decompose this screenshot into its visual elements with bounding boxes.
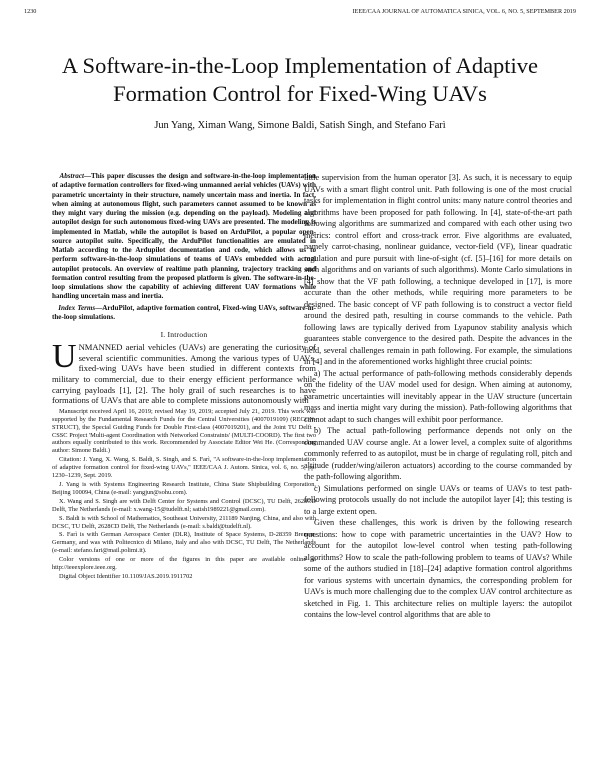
intro-lead: NMANNED	[78, 342, 123, 353]
footnote-citation: Citation: J. Yang, X. Wang, S. Baldi, S. Singh, and S. Farì, "A software-in-the-loop implementation of adaptive formation control for fixed-wing UAVs," IEEE/CAA J. Autom. Sinica, vol. 6, no. 5, pp. 1230–1239, Sept. 2019.	[52, 456, 316, 480]
footnotes	[52, 408, 316, 581]
journal-name: IEEE/CAA JOURNAL OF AUTOMATICA SINICA, VOL. 6, NO. 5, SEPTEMBER 2019	[352, 8, 576, 15]
footnote-affiliation: J. Yang is with Systems Engineering Research Institute, China State Shipbuilding Corporation, Beijing 100094, China (e-mail: yangjun@sohu.com).	[52, 480, 316, 496]
body-paragraph: b) The actual path-following performance depends not only on the commanded UAV course angle. At a lower level, a complex suite of algorithms commonly referred to as autopilot, must be in charge of regulating roll, pitch and altitude (rudder/wing/aileron actuators) according to the course commanded by the path-following algorithm.	[304, 426, 572, 481]
footnote-affiliation: X. Wang and S. Singh are with Delft Center for Systems and Control (DCSC), TU Delft, 2628CD Delft, The Netherlands (e-mail: x.wang-15@tudelft.nl; satish1989221@gmail.com).	[52, 497, 316, 513]
footnote-manuscript: Manuscript received April 16, 2019; revised May 19, 2019; accepted July 21, 2019. This work was supported by the Fundamental Research Funds for the Central Universities (4007019109) (RECON-STRUCT), the Special Guiding Funds for Double First-class (4007019201), and the Joint TU Delft - CSSC Project 'Multi-agent Coordination with Networked Constraints' (MULTI-COORD). The first two authors equally contributed to this work. Recommended by Associate Editor Wei He. (Corresponding author: Simone Baldi.)	[52, 407, 316, 455]
author-list: Jun Yang, Ximan Wang, Simone Baldi, Satish Singh, and Stefano Farì	[154, 120, 446, 131]
abstract: Abstract—This paper discusses the design and software-in-the-loop implementation of adaptive formation controllers for fixed-wing unmanned aerial vehicles (UAVs) with parametric uncertainty in their structure, namely uncertain mass and inertia. In fact, when aiming at autonomous flight, such parameters cannot assumed to be known as they might vary during the mission (e.g. depending on the payload). Modeling and autopilot design for such autonomous fixed-wing UAVs are presented. The modeling is implemented in Matlab, while the autopilot is based on ArduPilot, a popular open-source autopilot suite. Specifically, the ArduPilot functionalities are emulated in Matlab according to the Ardupilot documentation and code, which allows us to perform software-in-the-loop simulations of teams of UAVs embedded with actual autopilot protocols. An overview of realtime path planning, trajectory tracking and formation control resulting from the proposed platform is given. The software-in-the-loop simulations show the capability of achieving different UAV formations while handling uncertain mass and inertia.	[52, 172, 316, 301]
abstract-text: This paper discusses the design and software-in-the-loop implementation of adaptive formation controllers for fixed-wing unmanned aerial vehicles (UAVs) with parametric uncertainty in their structure, namely uncertain mass and inertia. In fact, when aiming at autonomous flight, such parameters cannot assumed to be known as they might vary during the mission (e.g. depending on the payload). Modeling and autopilot design for such autonomous fixed-wing UAVs are presented. The modeling is implemented in Matlab, while the autopilot is based on ArduPilot, a popular open-source autopilot suite. Specifically, the ArduPilot functionalities are emulated in Matlab according to the Ardupilot documentation and code, which allows us to perform software-in-the-loop simulations of teams of UAVs embedded with actual autopilot protocols. An overview of realtime path planning, trajectory tracking and formation control resulting from the proposed platform is given. The software-in-the-loop simulations show the capability of achieving different UAV formations while handling uncertain mass and inertia.	[52, 172, 316, 301]
page-number: 1230	[24, 8, 37, 15]
index-terms-text: ArduPilot, adaptive formation control, Fixed-wing UAVs, software-in-the-loop simulations.	[52, 303, 316, 321]
left-column	[52, 172, 316, 582]
body-paragraph: c) Simulations performed on single UAVs or teams of UAVs to test path-following protocols usually do not include the autopilot layer [4]; this testing is to a large extent open.	[304, 483, 572, 516]
intro-paragraph	[52, 338, 316, 406]
section-heading: I. Introduction	[160, 330, 208, 339]
body-paragraph: little supervision from the human operator [3]. As such, it is necessary to equip UAVs with a smart flight control unit. Path following is one of the most crucial tasks for implementation in flight control units: many nature control theories and algorithms have been proposed for path following. In [4], state-of-the-art path following algorithms are summarized and compared with each other using two metrics: control effort and cross-track error. Five algorithms are evaluated, namely carrot-chasing, nonlinear guidance, vector-field (VF), linear quadratic regulation and pure pursuit with line-of-sight (cf. [5]–[16] for more details on such algorithms and on variants of such algorithms). Monte Carlo simulations in [4] show that the VF path following, a technique developed in [17], is more accurate than the other methods, while requiring more parameters to be designed. The basic concept of VF path following is to construct a vector field around the desired path, resulting in course commands to the vehicle. Path following laws are typically derived from Lyapunov stability analysis which guarantees stable convergence to the desired path. Despite the advances in the field, several challenges remain in path following. For example, the simulations in [4] and in the aforementioned works highlight three crucial points:	[304, 173, 572, 366]
abstract-label: Abstract	[59, 172, 84, 180]
footnote-doi: Digital Object Identifier 10.1109/JAS.2019.1911702	[59, 572, 193, 580]
footnote-affiliation: S. Farì is with German Aerospace Center (DLR), Institute of Space Systems, D-28359 Bremen, Germany, and was with Politecnico di Milano, Italy and also with DCSC, TU Delft, The Netherlands (e-mail: stefano.fari@mail.polimi.it).	[52, 531, 316, 555]
footnote-color-versions: Color versions of one or more of the figures in this paper are available online at http://ieeexplore.ieee.org.	[52, 556, 316, 572]
paper-title: A Software-in-the-Loop Implementation of Adaptive Formation Control for Fixed-Wing UAVs	[61, 53, 539, 106]
index-terms: Index Terms—ArduPilot, adaptive formation control, Fixed-wing UAVs, software-in-the-loop simulations.	[52, 303, 316, 321]
drop-cap: U	[52, 338, 77, 376]
footnote-affiliation: S. Baldi is with School of Mathematics, Southeast University, 211189 Nanjing, China, and also with DCSC, TU Delft, 2628CD Delft, The Netherlands (e-mail: s.baldi@tudelft.nl).	[52, 514, 316, 530]
body-paragraph: Given these challenges, this work is driven by the following research questions: how to cope with parametric uncertainties in the UAV? How to account for the autopilot low-level control when testing path-following algorithms? How to scale the path-following problem to teams of UAVs? While some of the authors studied in [18]–[24] adaptive formation control algorithms for various systems with uncertain dynamics, the corresponding problem for UAVs is much more challenging due to the complex UAV control architecture as sketched in Fig. 1. This architecture relies on multiple layers: the autopilot contains the low-level control algorithms that are able to	[304, 518, 572, 619]
index-terms-label: Index Terms	[58, 303, 96, 312]
intro-text: aerial vehicles (UAVs) are generating the curiosity of several scientific communities. Among the various types of UAVs, fixed-wing UAVs have been studied in different contexts from military to commercial, due to their energy efficient performance while carrying payloads [1], [2]. The holy grail of such researches is to have formations of UAVs that are able to complete missions autonomously with	[52, 342, 316, 406]
right-column	[304, 172, 572, 621]
body-paragraph: a) The actual performance of path-following methods considerably depends on the fidelity of the UAV model used for design. When aiming at autonomy, parametric uncertainties will inevitably appear in the UAV structure (uncertain mass and inertia might vary during the mission). Path-following algorithms that cannot adapt to such changes will exhibit poor performance.	[304, 368, 572, 424]
page-header	[24, 8, 576, 18]
